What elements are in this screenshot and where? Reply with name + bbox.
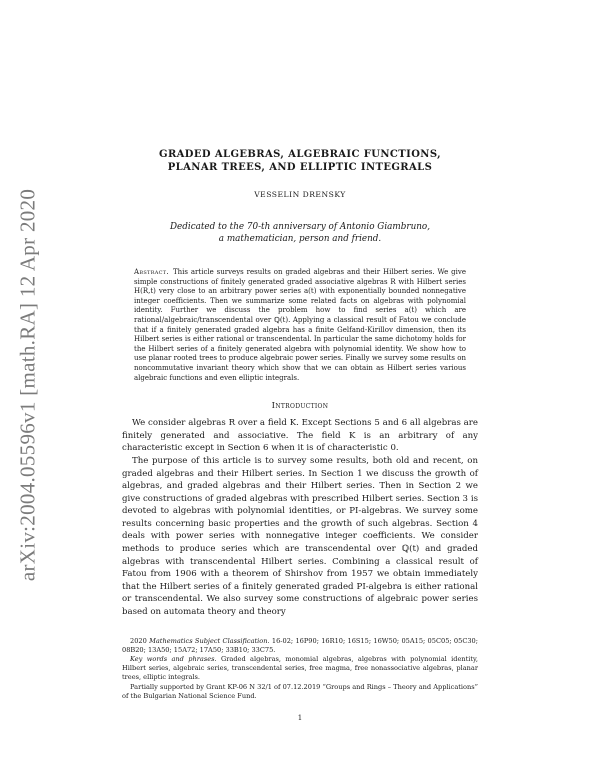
paper-page — [122, 148, 478, 722]
title-line: PLANAR TREES, AND ELLIPTIC INTEGRALS — [167, 162, 433, 173]
dedication-line: Dedicated to the 70-th anniversary of Antonio Giambruno, — [170, 222, 430, 232]
arxiv-identifier-text: arXiv:2004.05596v1 [math.RA] 12 Apr 2020 — [15, 188, 40, 582]
paragraph: We consider algebras R over a field K. Except Sections 5 and 6 all algebras are finitely generated and associative. The field K is an arbitrary of any characteristic except in Section 6 when it is of characteristic 0. — [122, 418, 478, 454]
paper-title — [122, 148, 478, 174]
section-heading: Introduction — [271, 401, 329, 412]
keywords-label: Key words and phrases. — [130, 655, 217, 664]
abstract-label: Abstract. — [134, 268, 169, 276]
abstract-text: This article surveys results on graded algebras and their Hilbert series. We give simple constructions of finitely generated graded associative algebras R with Hilbert series H(R,t) very close to an arbitrary power series a(t) with exponentially bounded nonnegative integer coefficients. Then we summarize some related facts on algebras with polynomial identity. Further we discuss the problem how to find series a(t) which are rational/algebraic/transcendental over ℚ(t). Applying a classical result of Fatou we conclude that if a finitely generated graded algebra has a finite Gelfand-Kirillov dimension, then its Hilbert series is either rational or transcendental. In particular the same dichotomy holds for the Hilbert series of a finitely generated algebra with polynomial identity. We show how to use planar rooted trees to produce algebraic power series. Finally we survey some results on noncommutative invariant theory which show that we can obtain as Hilbert series various algebraic functions and even elliptic integrals. — [134, 268, 466, 382]
abstract — [134, 268, 466, 383]
dedication-line: a mathematician, person and friend. — [218, 234, 382, 244]
keywords-text: Graded algebras, monomial algebras, algebras with polynomial identity, Hilbert series, algebraic series, transcendental series, free magma, free nonassociative algebras, planar trees, elliptic integrals. — [122, 655, 478, 682]
footnote-support: Partially supported by Grant KP-06 N 32/1 of 07.12.2019 “Groups and Rings – Theory and Applications” of the Bulgarian National Science Fund. — [122, 682, 478, 700]
footnotes — [122, 637, 478, 701]
footnote-msc — [122, 637, 478, 655]
footnote-keywords — [122, 655, 478, 683]
author-name: VESSELIN DRENSKY — [254, 190, 346, 199]
msc-prefix: 2020 — [130, 636, 147, 645]
page-number: 1 — [297, 714, 303, 723]
dedication — [122, 221, 478, 245]
body-text — [122, 417, 478, 619]
title-line: GRADED ALGEBRAS, ALGEBRAIC FUNCTIONS, — [159, 149, 441, 160]
arxiv-identifier-stamp — [8, 150, 48, 620]
paragraph: The purpose of this article is to survey some results, both old and recent, on graded algebras and their Hilbert series. In Section 1 we discuss the growth of algebras, and graded algebras and their Hilbert series. Then in Section 2 we give constructions of graded algebras with prescribed Hilbert series. Section 3 is devoted to algebras with polynomial identities, or PI-algebras. We survey some results concerning basic properties and the growth of such algebras. Section 4 deals with power series with nonnegative integer coefficients. We consider methods to produce series which are transcendental over ℚ(t) and graded algebras with transcendental Hilbert series. Combining a classical result of Fatou from 1906 with a theorem of Shirshov from 1957 we obtain immediately that the Hilbert series of a finitely generated graded PI-algebra is either rational or transcendental. We also survey some constructions of algebraic power series based on automata theory and theory — [122, 455, 478, 618]
msc-codes: 16-02; 16P90; 16R10; 16S15; 16W50; 05A15; 05C05; 05C30; 08B20; 13A50; 15A72; 17A50; 33B10; 33C75. — [122, 636, 478, 654]
msc-label: Mathematics Subject Classification. — [149, 636, 270, 645]
